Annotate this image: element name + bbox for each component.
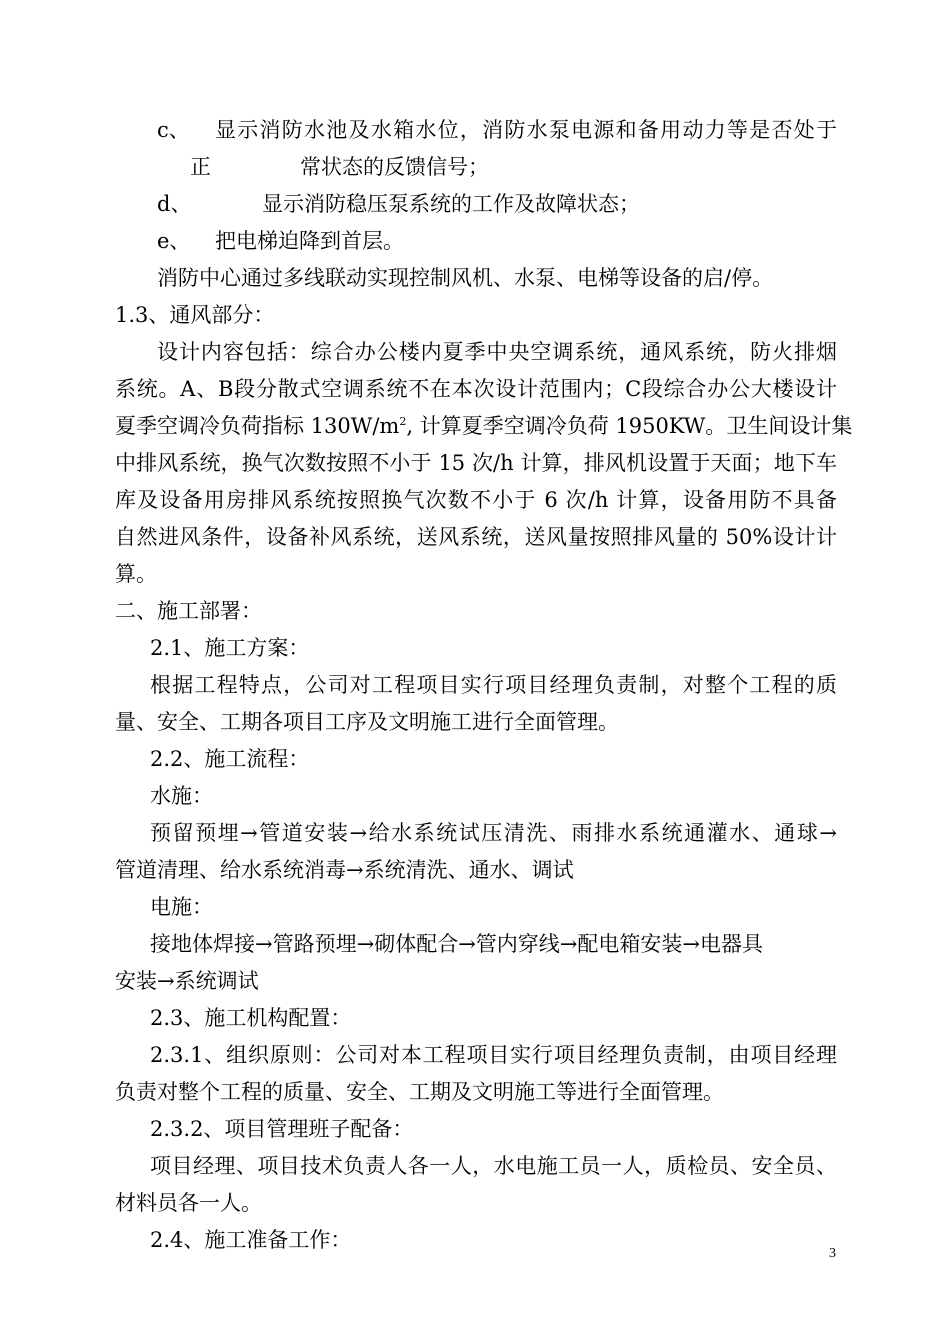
vent-line-4: 中排风系统，换气次数按照不小于 15 次/h 计算，排风机设置于天面；地下车 [115,451,837,475]
list-item-c-text: 显示消防水池及水箱水位，消防水泵电源和备用动力等是否处于 [215,118,837,142]
list-item-c-continuation-b: 常状态的反馈信号； [300,155,489,179]
vent-line-3-part-b: , 计算夏季空调冷负荷 1950KW。卫生间设计集 [406,414,853,438]
vent-line-1: 设计内容包括：综合办公楼内夏季中央空调系统，通风系统，防火排烟 [157,340,837,364]
list-item-d-marker: d、 [157,192,192,216]
vent-line-3-part-a: 夏季空调冷负荷指标 130W/m [115,414,400,438]
heading-2-1: 2.1、施工方案： [150,636,310,660]
list-item-c-continuation-a: 正 [190,155,211,179]
vent-line-7: 算。 [115,562,157,586]
superscript-2: 2 [399,415,407,428]
team-line-2: 材料员各一人。 [115,1191,262,1215]
org-line-2: 负责对整个工程的质量、安全、工期及文明施工等进行全面管理。 [115,1080,724,1104]
list-item-e-marker: e、 [157,229,191,253]
vent-line-6: 自然进风条件，设备补风系统，送风系统，送风量按照排风量的 50%设计计 [115,525,837,549]
heading-2-4: 2.4、施工准备工作： [150,1228,352,1252]
vent-line-3 [115,412,853,440]
org-line-1: 2.3.1、组织原则：公司对本工程项目实行项目经理负责制，由项目经理 [150,1043,837,1067]
elec-label: 电施： [150,895,213,919]
team-line-1: 项目经理、项目技术负责人各一人，水电施工员一人，质检员、安全员、 [150,1154,837,1178]
elec-flow-line-1: 接地体焊接→管路预埋→砌体配合→管内穿线→配电箱安装→电器具 [150,932,763,956]
vent-line-2: 系统。A、B段分散式空调系统不在本次设计范围内；C段综合办公大楼设计 [115,377,837,401]
heading-2-3: 2.3、施工机构配置： [150,1006,352,1030]
heading-2-3-2: 2.3.2、项目管理班子配备： [150,1117,414,1141]
plan-line-2: 量、安全、工期各项目工序及文明施工进行全面管理。 [115,710,619,734]
heading-1-3: 1.3、通风部分： [115,303,275,327]
water-flow-line-1: 预留预埋→管道安装→给水系统试压清洗、雨排水系统通灌水、通球→ [150,821,837,845]
heading-2-2: 2.2、施工流程： [150,747,310,771]
vent-line-5: 库及设备用房排风系统按照换气次数不小于 6 次/h 计算，设备用防不具备 [115,488,837,512]
plan-line-1: 根据工程特点，公司对工程项目实行项目经理负责制，对整个工程的质 [150,673,837,697]
page-number: 3 [829,1246,836,1261]
elec-flow-line-2: 安装→系统调试 [115,969,259,993]
paragraph-fire-center: 消防中心通过多线联动实现控制风机、水泵、电梯等设备的启/停。 [157,266,774,290]
list-item-d-text: 显示消防稳压泵系统的工作及故障状态； [262,192,640,216]
list-item-c-marker: c、 [157,118,190,142]
list-item-e-text: 把电梯迫降到首层。 [215,229,404,253]
water-flow-line-2: 管道清理、给水系统消毒→系统清洗、通水、调试 [115,858,574,882]
heading-2: 二、施工部署： [115,599,262,623]
water-label: 水施： [150,784,213,808]
